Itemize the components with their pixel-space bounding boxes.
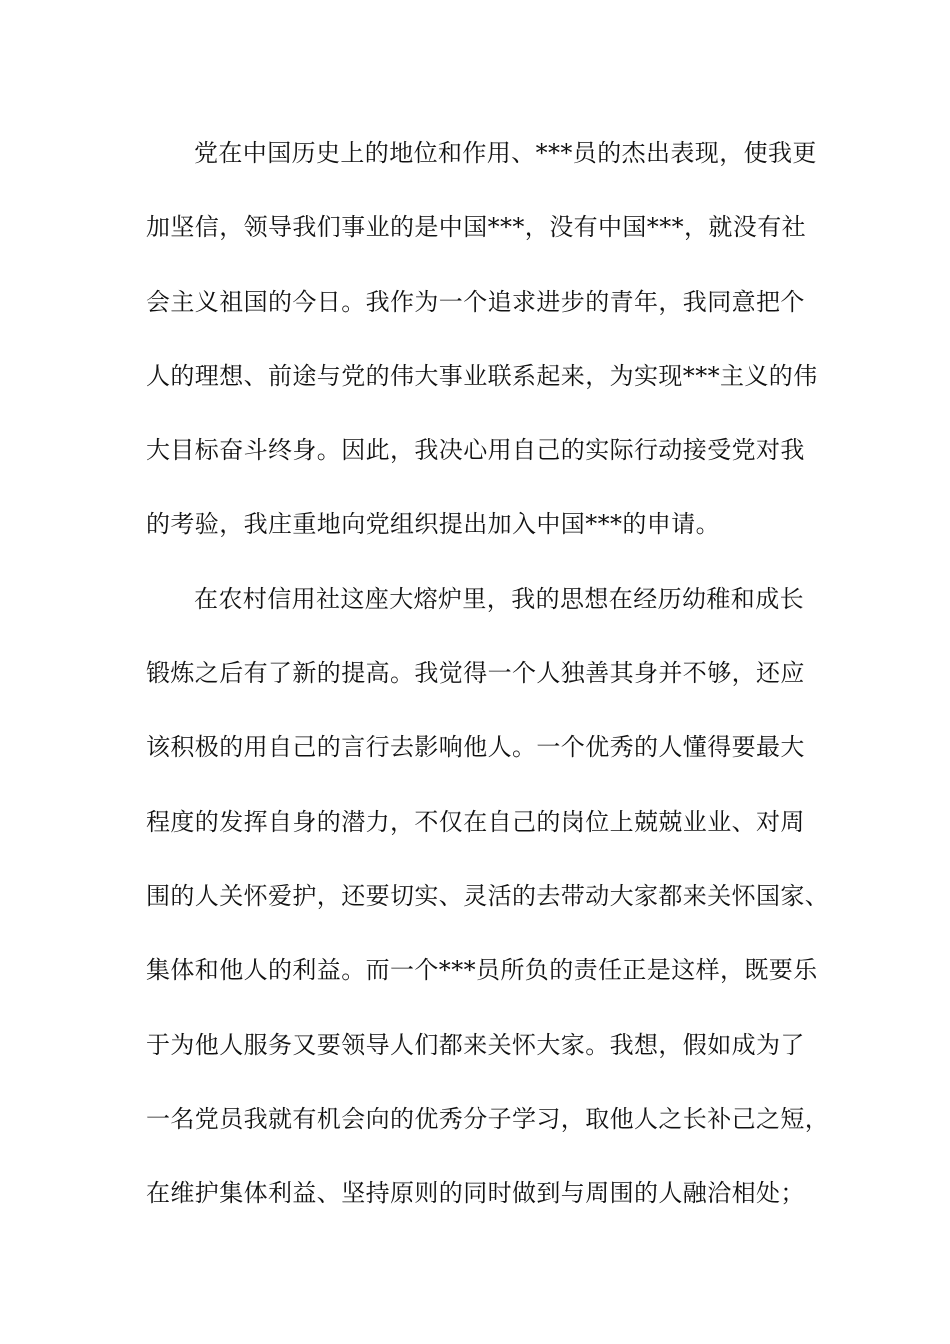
paragraph-2-line-8: 一名党员我就有机会向的优秀分子学习，取他人之长补己之短， bbox=[146, 1104, 830, 1133]
paragraph-2-line-9: 在维护集体利益、坚持原则的同时做到与周围的人融洽相处； bbox=[146, 1179, 805, 1208]
body-text bbox=[146, 129, 830, 1243]
paragraph-1-line-2: 加坚信，领导我们事业的是中国***，没有中国***，就没有社 bbox=[146, 213, 806, 242]
paragraph-1-line-5: 大目标奋斗终身。因此，我决心用自己的实际行动接受党对我 bbox=[146, 436, 805, 465]
paragraph-1-line-1: 党在中国历史上的地位和作用、***员的杰出表现，使我更 bbox=[194, 139, 817, 167]
paragraph-2-line-4: 程度的发挥自身的潜力，不仅在自己的岗位上兢兢业业、对周 bbox=[146, 807, 805, 836]
paragraph-1-line-4: 人的理想、前途与党的伟大事业联系起来，为实现***主义的伟 bbox=[146, 361, 818, 390]
paragraph-1-line-3: 会主义祖国的今日。我作为一个追求进步的青年，我同意把个 bbox=[146, 287, 805, 316]
paragraph-2-line-2: 锻炼之后有了新的提高。我觉得一个人独善其身并不够，还应 bbox=[146, 659, 805, 688]
paragraph-2-line-6: 集体和他人的利益。而一个***员所负的责任正是这样，既要乐 bbox=[146, 956, 818, 985]
paragraph-2-line-3: 该积极的用自己的言行去影响他人。一个优秀的人懂得要最大 bbox=[146, 733, 805, 762]
paragraph-1-line-6: 的考验，我庄重地向党组织提出加入中国***的申请。 bbox=[146, 510, 720, 539]
paragraph-2-line-5: 围的人关怀爱护，还要切实、灵活的去带动大家都来关怀国家、 bbox=[146, 881, 830, 910]
paragraph-2-line-7: 于为他人服务又要领导人们都来关怀大家。我想，假如成为了 bbox=[146, 1030, 805, 1059]
paragraph-2-line-1: 在农村信用社这座大熔炉里，我的思想在经历幼稚和成长 bbox=[194, 584, 804, 613]
